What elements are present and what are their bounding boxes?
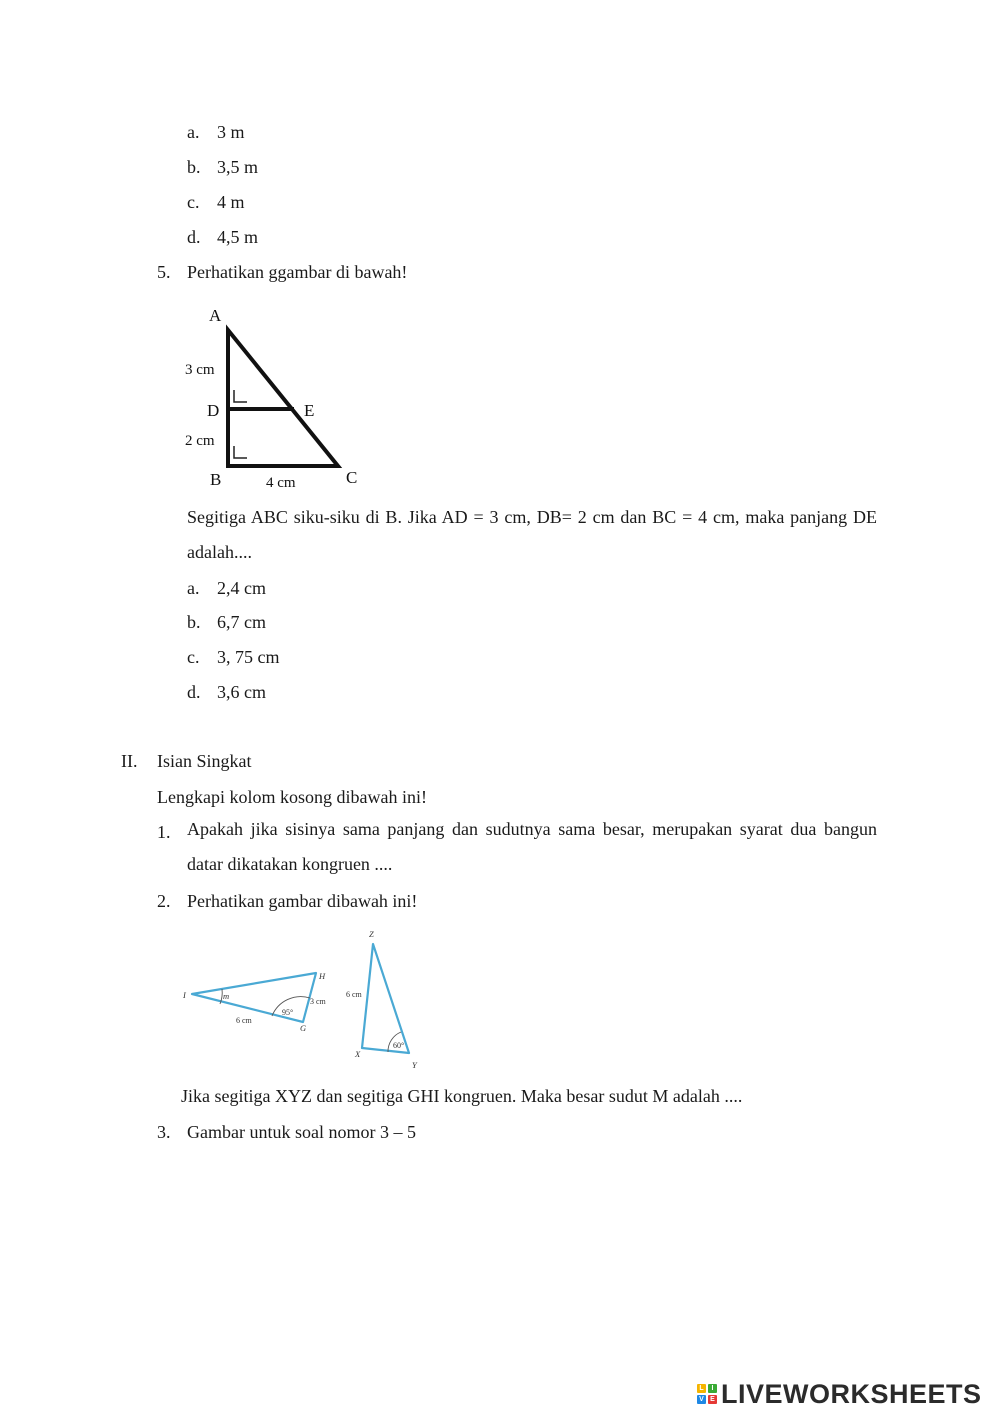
section-title: Isian Singkat: [157, 751, 252, 771]
option-text: 2,4 cm: [217, 578, 266, 598]
option-text: 3,5 m: [217, 157, 259, 177]
section-numeral: II.: [121, 751, 138, 771]
vertex-label-b: B: [210, 470, 222, 489]
vertex-label-h: H: [319, 971, 326, 981]
length-label-bc: 4 cm: [266, 475, 296, 491]
q5-triangle-figure: [170, 298, 370, 498]
s2q2-triangles-figure: [176, 926, 436, 1076]
option-text: 3, 75 cm: [217, 647, 280, 667]
option-letter: d.: [187, 227, 201, 247]
option-letter: b.: [187, 157, 201, 177]
option-letter: a.: [187, 578, 200, 598]
length-label-db: 2 cm: [185, 433, 215, 449]
liveworksheets-logo[interactable]: [697, 1378, 982, 1410]
triangle-xyz: [362, 944, 409, 1053]
vertex-label-z: Z: [369, 929, 374, 939]
vertex-label-g: G: [300, 1023, 307, 1033]
length-label-ig: 6 cm: [236, 1016, 252, 1025]
length-label-ad: 3 cm: [185, 362, 215, 378]
triangle-ghi: [192, 973, 316, 1022]
vertex-label-e: E: [304, 401, 315, 420]
length-label-gh: 3 cm: [310, 997, 326, 1006]
s2q2-number: 2.: [157, 891, 171, 911]
s2q3-number: 3.: [157, 1122, 171, 1142]
option-text: 4 m: [217, 192, 245, 212]
s2q2-prompt: Perhatikan gambar dibawah ini!: [187, 891, 418, 911]
q5-body: Segitiga ABC siku-siku di B. Jika AD = 3 cm, DB= 2 cm dan BC = 4 cm, maka panjang DE adalah....: [187, 507, 877, 562]
logo-tile: V: [697, 1395, 706, 1404]
logo-tile: I: [708, 1384, 717, 1393]
option-text: 4,5 m: [217, 227, 259, 247]
right-angle-mark-b: [234, 446, 247, 458]
liveworksheets-brand-text: LIVEWORKSHEETS: [721, 1378, 982, 1409]
option-text: 6,7 cm: [217, 612, 266, 632]
s2q1-text: Apakah jika sisinya sama panjang dan sudutnya sama besar, merupakan syarat dua bangun datar dikatakan kongruen ....: [187, 819, 877, 874]
section-instruction: Lengkapi kolom kosong dibawah ini!: [157, 787, 427, 807]
angle-label-y: 60°: [393, 1041, 405, 1050]
option-letter: d.: [187, 682, 201, 702]
triangle-abc: [228, 330, 338, 466]
length-label-xz: 6 cm: [346, 990, 362, 999]
vertex-label-a: A: [209, 306, 222, 325]
right-angle-mark-d: [234, 390, 247, 402]
vertex-label-x: X: [355, 1049, 361, 1059]
angle-label-g: 95°: [282, 1008, 294, 1017]
option-letter: c.: [187, 647, 200, 667]
vertex-label-y: Y: [412, 1060, 417, 1070]
vertex-label-d: D: [207, 401, 220, 420]
logo-tile: E: [708, 1395, 717, 1404]
option-text: 3,6 cm: [217, 682, 266, 702]
angle-label-m: m: [223, 991, 230, 1001]
s2q2-question: Jika segitiga XYZ dan segitiga GHI kongruen. Maka besar sudut M adalah ....: [181, 1086, 743, 1106]
q5-prompt: Perhatikan ggambar di bawah!: [187, 262, 408, 282]
option-letter: b.: [187, 612, 201, 632]
liveworksheets-logo-icon: [697, 1384, 717, 1404]
option-letter: a.: [187, 122, 200, 142]
vertex-label-c: C: [346, 468, 358, 487]
logo-tile: L: [697, 1384, 706, 1393]
s2q1-number: 1.: [157, 822, 171, 842]
vertex-label-i: I: [183, 990, 186, 1000]
option-text: 3 m: [217, 122, 245, 142]
q5-number: 5.: [157, 262, 171, 282]
option-letter: c.: [187, 192, 200, 212]
s2q3-text: Gambar untuk soal nomor 3 – 5: [187, 1122, 416, 1142]
